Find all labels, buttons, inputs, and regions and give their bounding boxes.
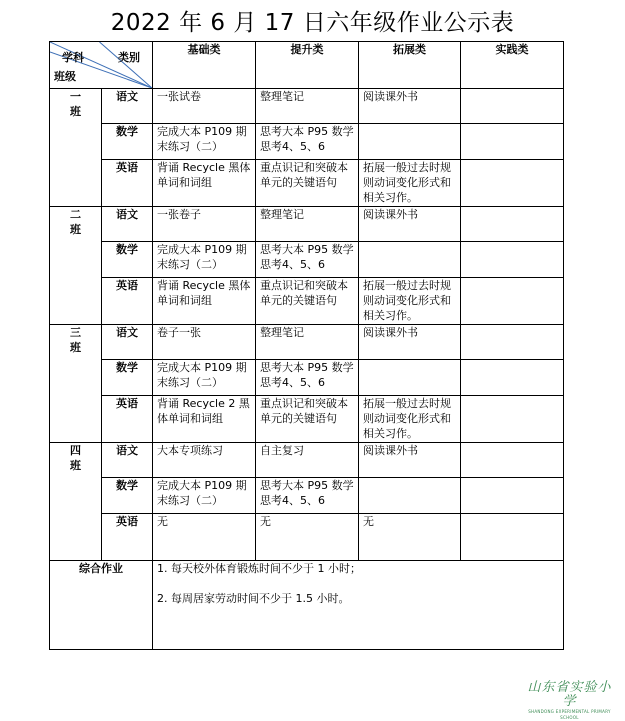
school-name-en: SHANDONG EXPERIMENTAL PRIMARY SCHOOL (528, 709, 611, 720)
column-header-basic: 基础类 (153, 42, 256, 89)
extend-task-cell (359, 124, 461, 160)
extend-task-cell: 阅读课外书 (359, 325, 461, 360)
basic-task-cell: 卷子一张 (153, 325, 256, 360)
header-corner-cell (50, 42, 153, 89)
basic-task-cell: 完成大本 P109 期末练习（二） (153, 360, 256, 396)
improve-task-cell: 重点识记和突破本单元的关键语句 (256, 278, 359, 325)
extend-task-cell (359, 242, 461, 278)
improve-task-cell: 思考大本 P95 数学思考4、5、6 (256, 478, 359, 514)
subject-cell: 英语 (102, 396, 153, 443)
improve-task-cell: 自主复习 (256, 443, 359, 478)
practice-task-cell (461, 124, 564, 160)
basic-task-cell: 完成大本 P109 期末练习（二） (153, 242, 256, 278)
table-row (50, 325, 564, 360)
homework-table (49, 41, 564, 650)
extend-task-cell: 拓展一般过去时规则动词变化形式和相关习作。 (359, 396, 461, 443)
improve-task-cell: 重点识记和突破本单元的关键语句 (256, 396, 359, 443)
subject-cell: 英语 (102, 514, 153, 561)
extend-task-cell: 阅读课外书 (359, 207, 461, 242)
practice-task-cell (461, 242, 564, 278)
class-name-cell: 三 班 (50, 325, 102, 443)
class-name-cell: 一 班 (50, 89, 102, 207)
corner-class-label: 班级 (54, 70, 76, 83)
subject-cell: 语文 (102, 443, 153, 478)
page-title: 2022 年 6 月 17 日六年级作业公示表 (110, 10, 515, 36)
basic-task-cell: 完成大本 P109 期末练习（二） (153, 124, 256, 160)
basic-task-cell: 背诵 Recycle 黑体单词和词组 (153, 160, 256, 207)
improve-task-cell: 思考大本 P95 数学思考4、5、6 (256, 242, 359, 278)
table-row (50, 160, 564, 207)
improve-task-cell: 整理笔记 (256, 89, 359, 124)
subject-cell: 英语 (102, 278, 153, 325)
column-header-practice: 实践类 (461, 42, 564, 89)
basic-task-cell: 一张试卷 (153, 89, 256, 124)
practice-task-cell (461, 89, 564, 124)
subject-cell: 数学 (102, 360, 153, 396)
summary-row (50, 561, 564, 650)
subject-cell: 语文 (102, 325, 153, 360)
column-header-improve: 提升类 (256, 42, 359, 89)
improve-task-cell: 重点识记和突破本单元的关键语句 (256, 160, 359, 207)
school-name-cn: 山东省实验小学 (527, 680, 612, 709)
practice-task-cell (461, 160, 564, 207)
practice-task-cell (461, 325, 564, 360)
basic-task-cell: 无 (153, 514, 256, 561)
extend-task-cell: 拓展一般过去时规则动词变化形式和相关习作。 (359, 160, 461, 207)
table-row (50, 124, 564, 160)
column-header-extend: 拓展类 (359, 42, 461, 89)
header-row (50, 42, 564, 89)
extend-task-cell: 拓展一般过去时规则动词变化形式和相关习作。 (359, 278, 461, 325)
practice-task-cell (461, 207, 564, 242)
practice-task-cell (461, 360, 564, 396)
improve-task-cell: 思考大本 P95 数学思考4、5、6 (256, 360, 359, 396)
subject-cell: 数学 (102, 124, 153, 160)
summary-item: 2. 每周居家劳动时间不少于 1.5 小时。 (157, 592, 350, 605)
basic-task-cell: 背诵 Recycle 黑体单词和词组 (153, 278, 256, 325)
basic-task-cell: 背诵 Recycle 2 黑体单词和词组 (153, 396, 256, 443)
improve-task-cell: 整理笔记 (256, 207, 359, 242)
basic-task-cell: 完成大本 P109 期末练习（二） (153, 478, 256, 514)
subject-cell: 英语 (102, 160, 153, 207)
basic-task-cell: 大本专项练习 (153, 443, 256, 478)
table-row (50, 207, 564, 242)
practice-task-cell (461, 396, 564, 443)
improve-task-cell: 思考大本 P95 数学思考4、5、6 (256, 124, 359, 160)
table-row (50, 478, 564, 514)
corner-category-label: 类别 (118, 51, 140, 64)
table-row (50, 514, 564, 561)
corner-subject-label: 学科 (62, 51, 84, 64)
improve-task-cell: 无 (256, 514, 359, 561)
practice-task-cell (461, 514, 564, 561)
school-logo (522, 681, 617, 721)
practice-task-cell (461, 443, 564, 478)
summary-label: 综合作业 (50, 561, 153, 650)
summary-item: 1. 每天校外体育锻炼时间不少于 1 小时； (157, 562, 361, 575)
table-row (50, 89, 564, 124)
extend-task-cell (359, 478, 461, 514)
table-row (50, 443, 564, 478)
subject-cell: 语文 (102, 207, 153, 242)
extend-task-cell: 阅读课外书 (359, 443, 461, 478)
extend-task-cell: 无 (359, 514, 461, 561)
class-name-cell: 二 班 (50, 207, 102, 325)
table-row (50, 278, 564, 325)
subject-cell: 数学 (102, 478, 153, 514)
practice-task-cell (461, 278, 564, 325)
practice-task-cell (461, 478, 564, 514)
subject-cell: 语文 (102, 89, 153, 124)
basic-task-cell: 一张卷子 (153, 207, 256, 242)
table-row (50, 242, 564, 278)
improve-task-cell: 整理笔记 (256, 325, 359, 360)
summary-content (153, 561, 564, 650)
table-row (50, 360, 564, 396)
extend-task-cell: 阅读课外书 (359, 89, 461, 124)
table-row (50, 396, 564, 443)
class-name-cell: 四 班 (50, 443, 102, 561)
extend-task-cell (359, 360, 461, 396)
subject-cell: 数学 (102, 242, 153, 278)
